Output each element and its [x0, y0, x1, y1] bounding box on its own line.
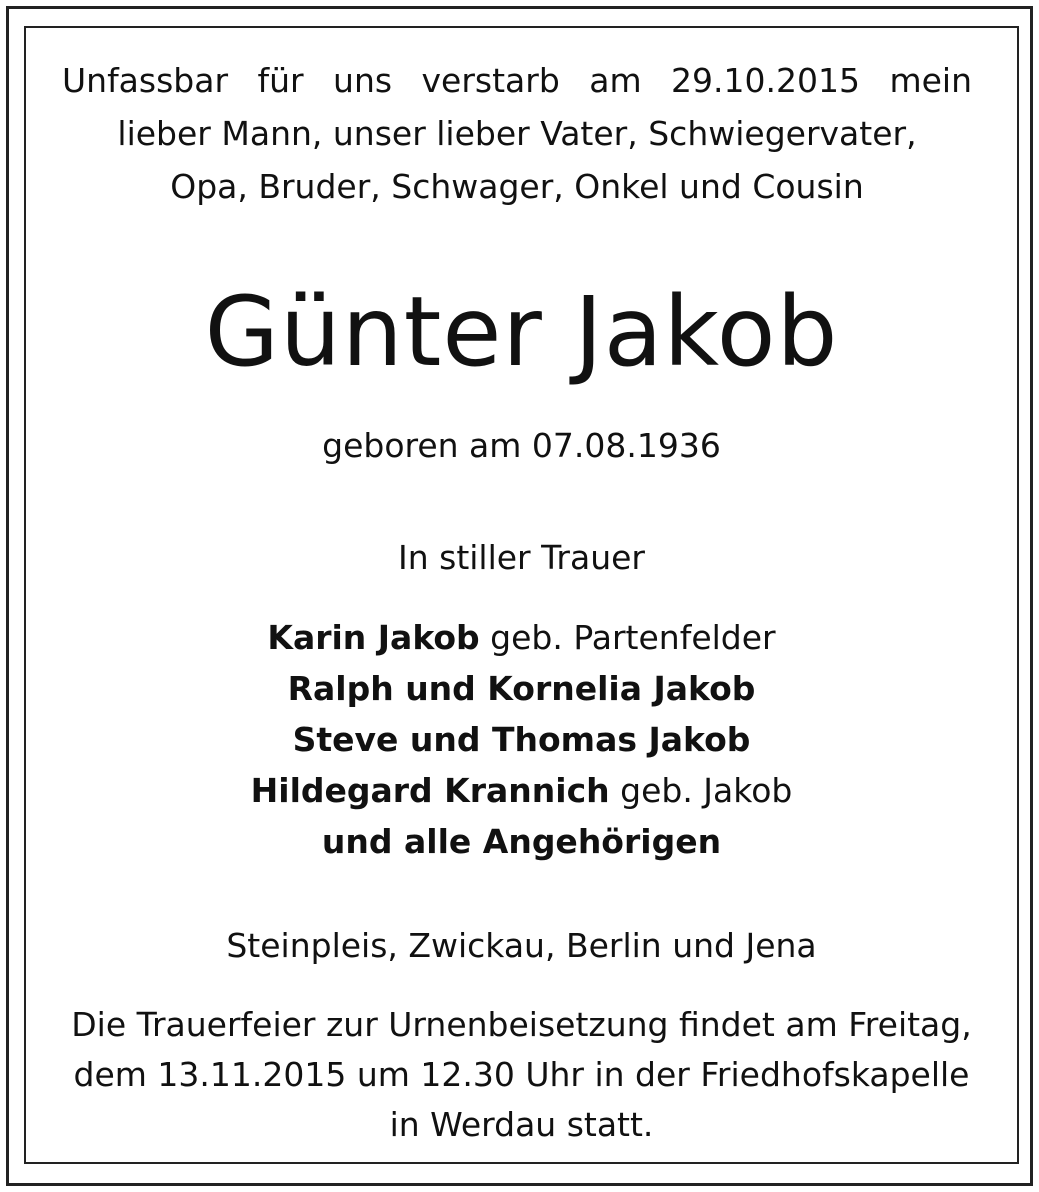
mourner-name: Ralph und Kornelia Jakob — [287, 669, 756, 708]
birth-date: geboren am 07.08.1936 — [322, 426, 721, 465]
service-line: dem 13.11.2015 um 12.30 Uhr in der Friedhofskapelle — [73, 1055, 970, 1094]
mourner-entry — [24, 612, 1019, 663]
obituary-notice — [24, 26, 1019, 1164]
service-line: in Werdau statt. — [389, 1105, 654, 1144]
mourner-name: Steve und Thomas Jakob — [292, 720, 751, 759]
mourner-entry — [24, 663, 1019, 714]
deceased-name: Günter Jakob — [204, 276, 839, 388]
service-info — [44, 1000, 999, 1150]
mourner-name: Hildegard Krannich — [250, 771, 610, 810]
mourner-name: und alle Angehörigen — [321, 822, 722, 861]
service-line: Die Trauerfeier zur Urnenbeisetzung findet am Freitag, — [71, 1005, 972, 1044]
mourner-entry — [24, 714, 1019, 765]
intro-line: Unfassbar für uns verstarb am 29.10.2015 mein — [62, 61, 972, 100]
mourner-entry — [24, 765, 1019, 816]
mourner-note: geb. Jakob — [609, 771, 793, 810]
mourners-list — [24, 612, 1019, 867]
intro-line: Opa, Bruder, Schwager, Onkel und Cousin — [170, 167, 864, 206]
places-line: Steinpleis, Zwickau, Berlin und Jena — [226, 926, 817, 965]
mourning-line: In stiller Trauer — [397, 538, 646, 577]
mourner-note: geb. Partenfelder — [479, 618, 776, 657]
mourner-entry — [24, 816, 1019, 867]
intro-line: lieber Mann, unser lieber Vater, Schwiegervater, — [117, 114, 917, 153]
intro-text — [62, 54, 972, 213]
mourner-name: Karin Jakob — [267, 618, 480, 657]
